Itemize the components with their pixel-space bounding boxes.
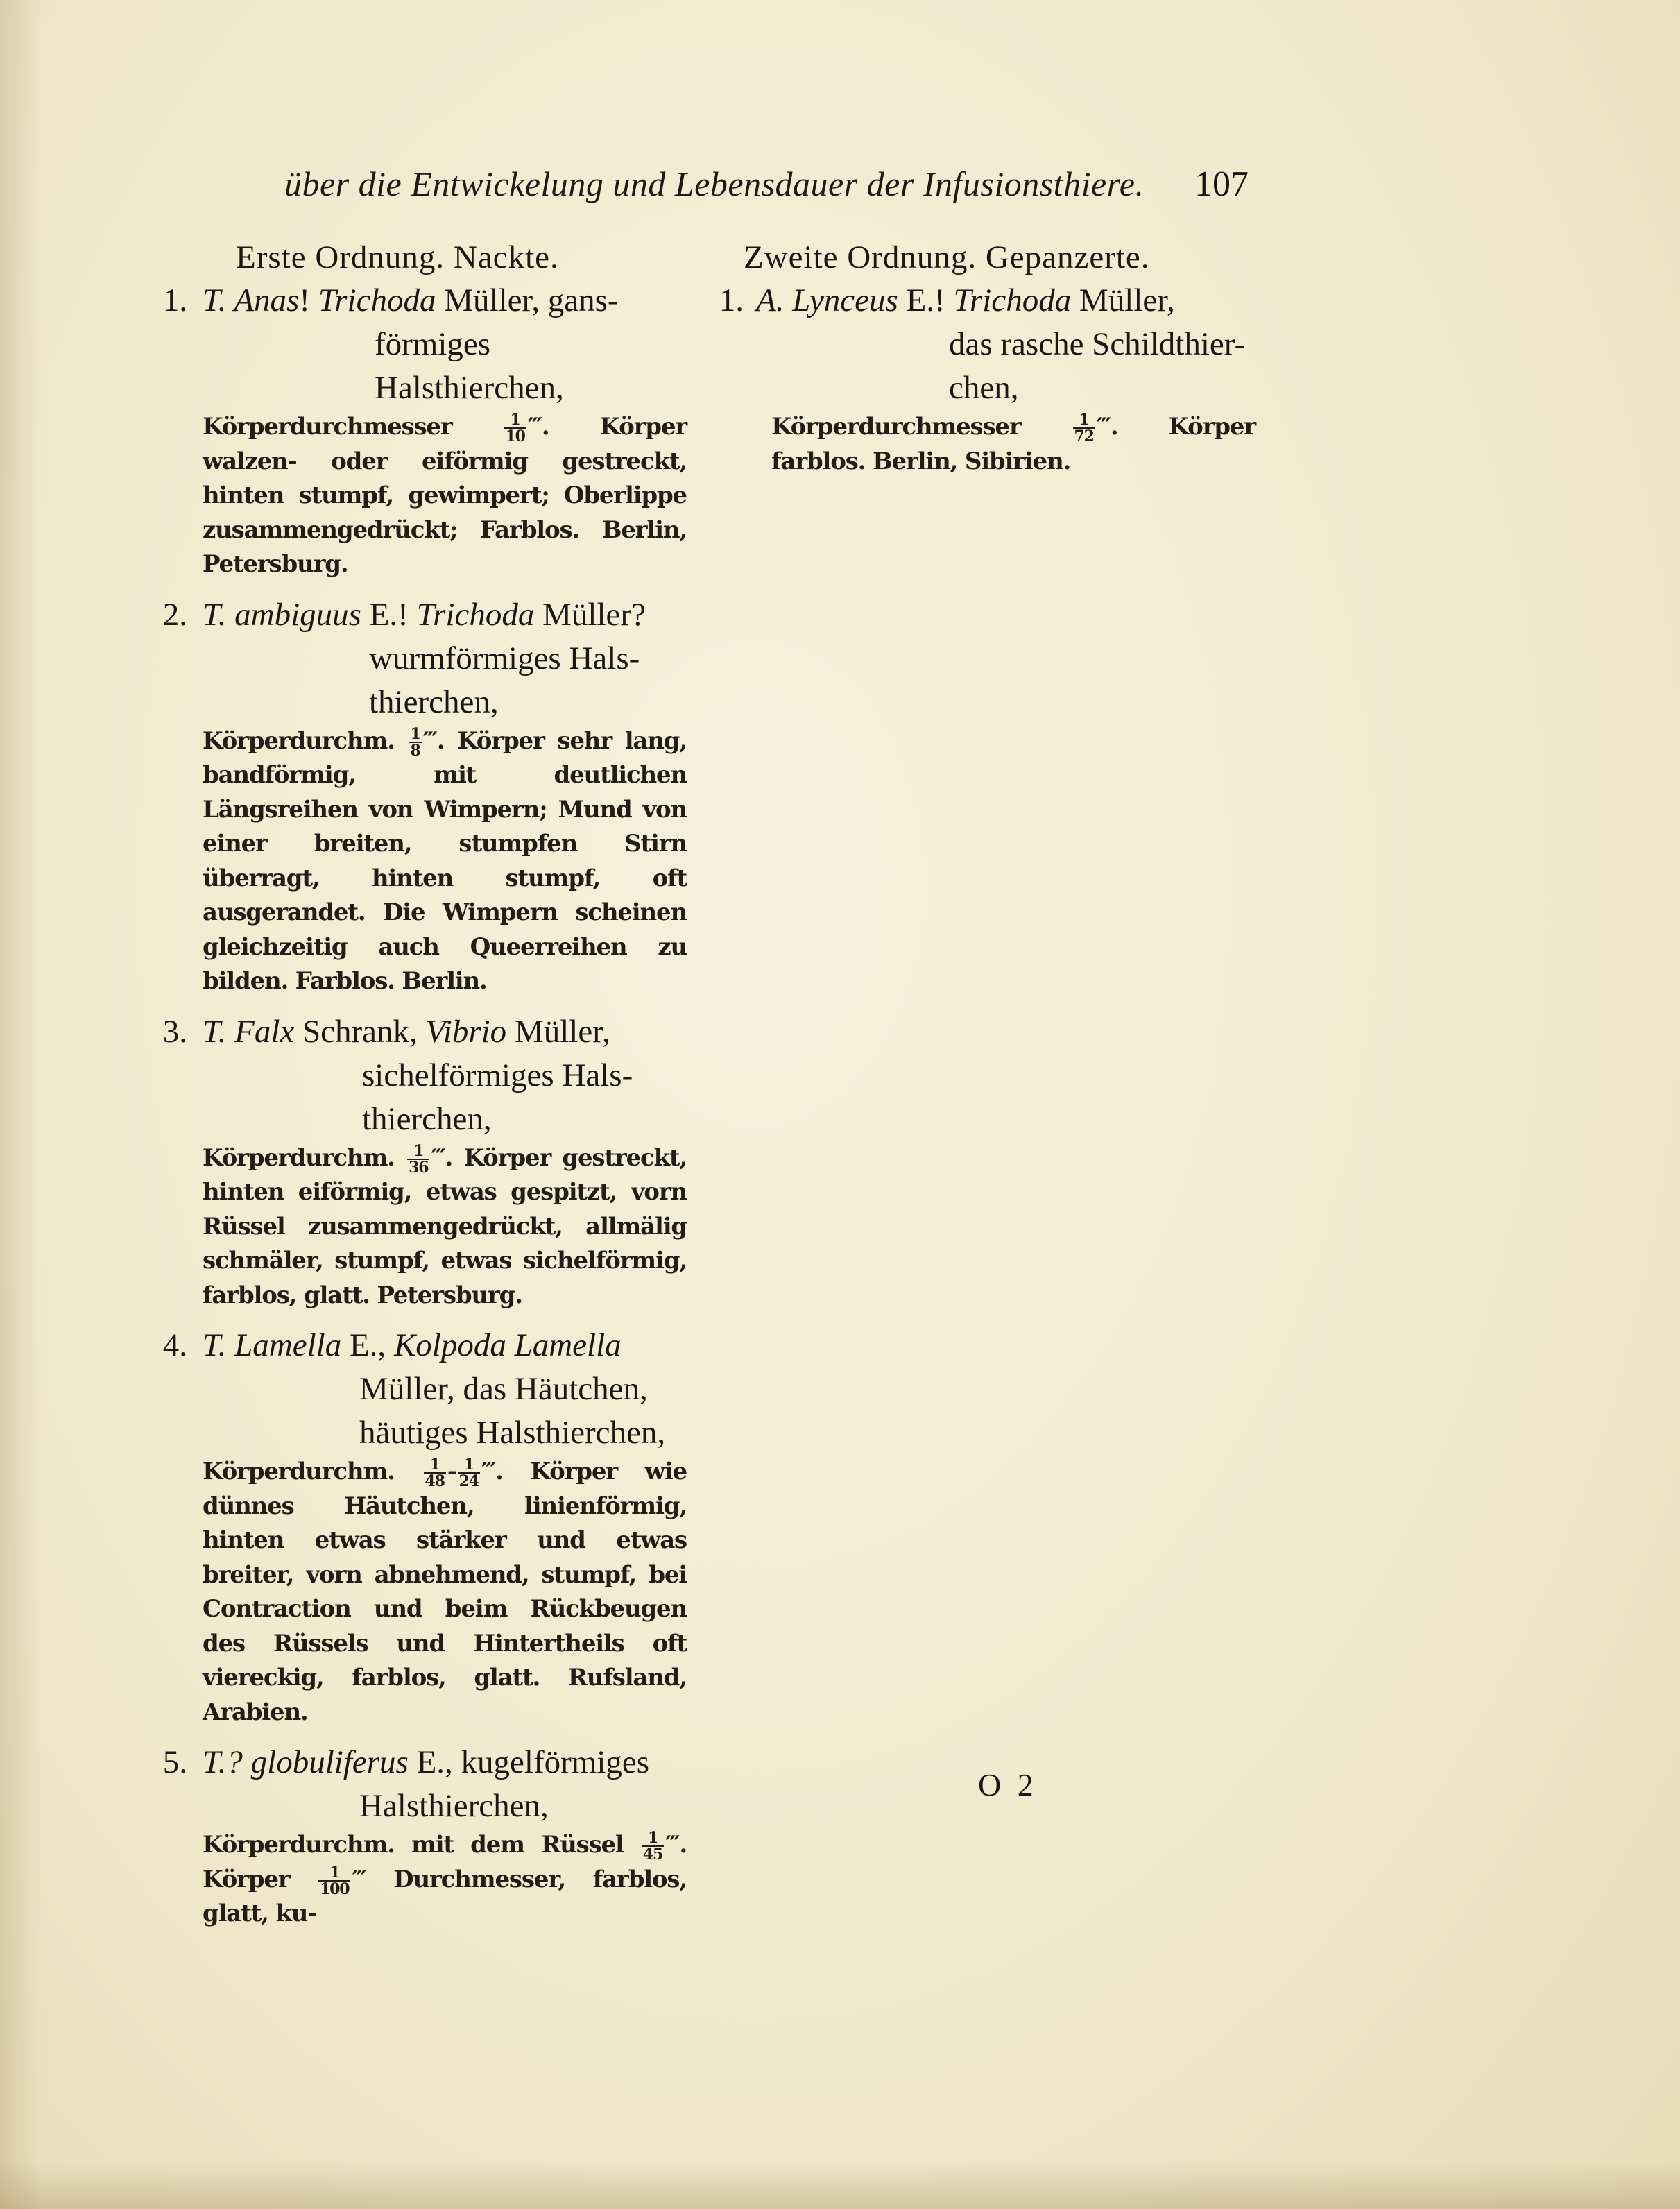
genus-name: Trichoda xyxy=(416,596,535,633)
fraction-numerator: 1 xyxy=(504,412,526,429)
page-number: 107 xyxy=(1194,164,1249,204)
desc-text: Körperdurchmesser xyxy=(771,413,1021,441)
entry-number: 1. xyxy=(719,282,744,318)
heading-continuation: Halsthierchen, xyxy=(359,1788,549,1824)
fraction xyxy=(407,1143,429,1175)
desc-text: ‴. Körper wie dünnes Häutchen, linienförmig, hinten etwas stärker und etwas breiter, vorn abnehmend, stumpf, bei Contraction und beim Rückbeugen des Rüssels und Hintertheils oft viereckig, farblos, glatt. Rufsland, Arabien. xyxy=(203,1458,687,1726)
heading-continuation: wurmförmiges Hals- xyxy=(369,640,640,676)
fraction-denominator: 36 xyxy=(409,1158,429,1177)
heading-text: Müller, gans- xyxy=(436,282,619,318)
fraction-numerator: 1 xyxy=(642,1830,664,1847)
desc-text: ‴. Körper walzen- oder eiförmig gestreckt, hinten stumpf, gewimpert; Oberlippe zusammengedrückt; Farblos. Berlin, Petersburg. xyxy=(203,413,687,578)
entry-description xyxy=(714,410,1255,479)
desc-text: Körperdurchm. xyxy=(203,726,395,755)
fraction-numerator: 1 xyxy=(458,1457,480,1474)
fraction xyxy=(458,1457,480,1489)
species-name: T. Anas xyxy=(203,282,300,318)
species-entry xyxy=(146,279,687,582)
heading-text: Müller? xyxy=(534,596,646,633)
heading-text: E.! xyxy=(361,596,417,633)
genus-name: Trichoda xyxy=(318,282,436,318)
heading-continuation: Müller, das Häutchen, xyxy=(359,1371,648,1407)
heading-text: Müller, xyxy=(1071,282,1175,318)
order-title-left: Erste Ordnung. Nackte. xyxy=(236,239,559,275)
fraction-denominator: 10 xyxy=(505,427,525,445)
desc-text: Körperdurchm. mit dem Rüssel xyxy=(203,1831,624,1859)
entry-heading xyxy=(146,279,687,410)
entry-number: 2. xyxy=(162,596,187,633)
species-entry xyxy=(146,1324,687,1730)
species-name: T. Falx xyxy=(203,1013,295,1050)
fraction-denominator: 100 xyxy=(320,1879,350,1898)
desc-text: ‴ Durchmesser, farblos, glatt, ku- xyxy=(203,1865,687,1927)
desc-text: Körperdurchm. xyxy=(203,1458,395,1485)
species-entry xyxy=(146,593,687,999)
species-entry xyxy=(146,1741,687,1931)
desc-text: ‴. Körper farblos. Berlin, Sibirien. xyxy=(771,413,1255,475)
species-entry xyxy=(146,1010,687,1313)
entry-heading xyxy=(146,1741,687,1828)
fraction xyxy=(318,1865,350,1897)
species-entry xyxy=(714,279,1255,479)
species-name: A. Lynceus xyxy=(756,282,898,318)
fraction-denominator: 48 xyxy=(425,1472,445,1490)
entry-description xyxy=(146,724,687,999)
fraction-denominator: 45 xyxy=(642,1845,663,1863)
entry-heading xyxy=(146,1010,687,1141)
entry-description xyxy=(146,410,687,582)
running-title: über die Entwickelung und Lebensdauer der Infusionsthiere. xyxy=(284,164,1145,203)
entry-description xyxy=(146,1141,687,1313)
entry-number: 3. xyxy=(162,1013,187,1050)
entry-description xyxy=(146,1828,687,1931)
heading-text: Schrank, xyxy=(294,1013,426,1050)
species-name: T. ambiguus xyxy=(203,596,361,633)
genus-name: Kolpoda Lamella xyxy=(393,1327,622,1363)
heading-text: ! xyxy=(299,282,318,318)
heading-continuation: thierchen, xyxy=(369,683,499,720)
fraction xyxy=(1073,412,1095,444)
heading-text: E., xyxy=(341,1327,394,1363)
desc-text: ‴. Körper sehr lang, bandförmig, mit deutlichen Längsreihen von Wimpern; Mund von einer breiten, stumpfen Stirn überragt, hinten stumpf, oft ausgerandet. Die Wimpern scheinen gleichzeitig auch Queerreihen zu bilden. Farblos. Berlin. xyxy=(203,726,687,995)
heading-text: Müller, xyxy=(506,1013,610,1050)
signature-mark: O 2 xyxy=(978,1767,1038,1802)
fraction xyxy=(424,1457,446,1489)
fraction-denominator: 8 xyxy=(410,741,420,760)
fraction-denominator: 24 xyxy=(458,1472,479,1490)
fraction-numerator: 1 xyxy=(424,1457,446,1474)
fraction xyxy=(642,1830,664,1862)
entry-heading xyxy=(714,279,1255,410)
order-title-right: Zweite Ordnung. Gepanzerte. xyxy=(744,239,1150,275)
desc-text: ‴. Körper xyxy=(203,1831,687,1893)
desc-text: Körperdurchmesser xyxy=(203,413,452,441)
entry-description: Körperdurchm. $\frac{1}{48}$ - $\frac{1}{24}$ ‴. Körper wie dünnes Häutchen, linienförmig, hinten etwas stärker und etwas breiter, vorn abnehmend, stumpf, bei Contraction und beim Rückbeugen des Rüssels und Hintertheils oft viereckig, farblos, glatt. Rufsland, Arabien. xyxy=(203,1456,687,1726)
heading-continuation: chen, xyxy=(949,370,1019,406)
entry-heading xyxy=(146,593,687,724)
desc-text: ‴. Körper gestreckt, hinten eiförmig, etwas gespitzt, vorn Rüssel zusammengedrückt, allmälig schmäler, stumpf, etwas sichelförmig, farblos, glatt. Petersburg. xyxy=(203,1143,687,1309)
fraction xyxy=(409,726,421,758)
heading-text: E., kugelförmiges xyxy=(408,1744,650,1780)
spine-shadow xyxy=(0,0,42,2209)
fraction-numerator: 1 xyxy=(1073,412,1095,429)
heading-continuation: das rasche Schildthier- xyxy=(949,326,1246,362)
fraction-denominator: 72 xyxy=(1074,427,1094,445)
desc-text: Körperdurchm. xyxy=(203,1143,395,1172)
genus-name: Trichoda xyxy=(953,282,1072,318)
fraction-numerator: 1 xyxy=(407,1143,429,1160)
fraction-numerator: 1 xyxy=(410,724,420,743)
species-name: T.? globuliferus xyxy=(203,1744,409,1780)
heading-continuation: thierchen, xyxy=(362,1100,492,1137)
fraction xyxy=(504,412,526,444)
bottom-edge-shadow xyxy=(0,2160,1680,2209)
entry-number: 5. xyxy=(162,1744,187,1780)
entry-number: 1. xyxy=(162,282,187,318)
entry-number: 4. xyxy=(162,1327,187,1363)
entry-heading xyxy=(146,1324,687,1455)
left-column xyxy=(146,236,687,1943)
genus-name: Vibrio xyxy=(425,1013,507,1050)
heading-continuation: förmiges Halsthierchen, xyxy=(375,326,564,406)
heading-continuation: häutiges Halsthierchen, xyxy=(359,1415,666,1451)
fraction-numerator: 1 xyxy=(318,1865,350,1882)
right-column xyxy=(714,236,1255,490)
species-name: T. Lamella xyxy=(203,1327,342,1363)
heading-continuation: sichelförmiges Hals- xyxy=(362,1057,633,1093)
heading-text: E.! xyxy=(898,282,954,318)
